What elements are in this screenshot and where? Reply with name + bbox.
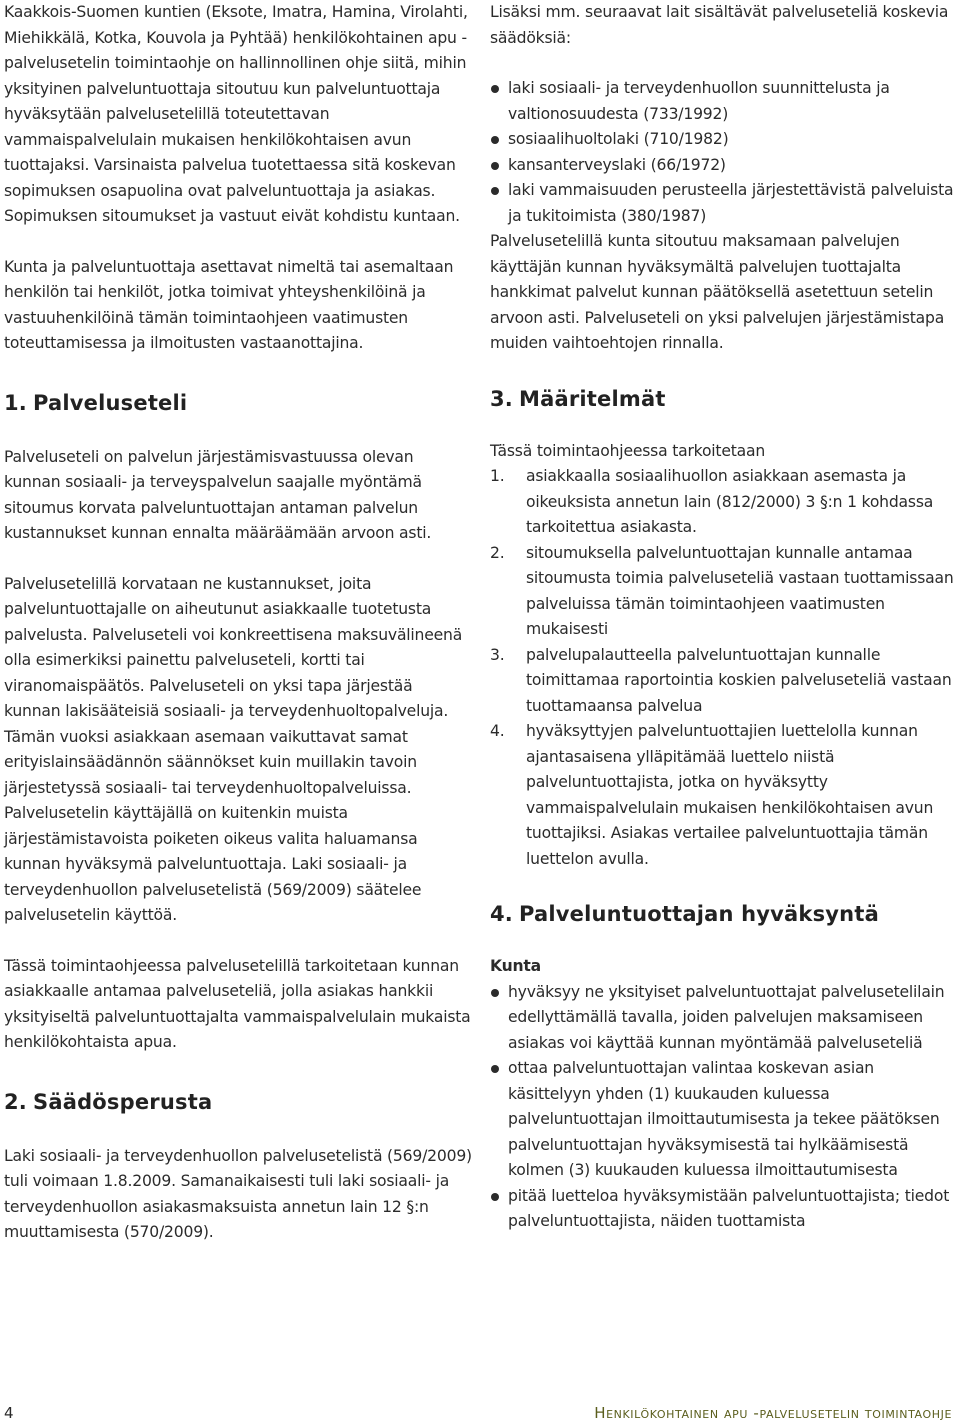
list-item: [490, 76, 958, 127]
left-column: [4, 0, 472, 1271]
section-1-paragraph-2: Palvelusetelillä korvataan ne kustannukset, joita palveluntuottajalle on aiheutunut asiakkaalle tuotetusta palvelusta. Palveluseteli voi konkreettisena maksuvälineenä olla esimerkiksi painettu palveluseteli, kortti tai viranomaispäätös. Palveluseteli on yksi tapa järjestää kunnan lakisääteisiä sosiaali- ja terveydenhuoltopalveluja. Tämän vuoksi asiakkaan asemaan vaikuttavat samat erityislainsäädännön säännökset kuin muillakin tavoin järjestetyssä sosiaali- tai terveydenhuoltopalveluissa. Palvelusetelin käyttäjällä on kuitenkin muista järjestämistavoista poiketen oikeus valita haluamansa kunnan hyväksymä palveluntuottaja. Laki sosiaali- ja terveydenhuollon palvelusetelistä (569/2009) säätelee palvelusetelin käyttöä.: [4, 574, 463, 924]
right-column: [490, 0, 958, 1235]
list-item: [490, 1056, 958, 1184]
section-4-number: 4.: [490, 902, 513, 926]
section-1-number: 1.: [4, 390, 27, 415]
section-2-number: 2.: [4, 1089, 27, 1114]
item-number: 4.: [490, 722, 505, 740]
laws-intro: Lisäksi mm. seuraavat lait sisältävät palveluseteliä koskevia säädöksiä:: [490, 3, 949, 47]
section-1-paragraph-1: Palveluseteli on palvelun järjestämisvastuussa olevan kunnan sosiaali- ja terveyspalvelun saajalle myöntämä sitoumus korvata palveluntuottajan antaman palvelun kustannukset kunnan ennalta määräämään arvoon asti.: [4, 447, 432, 542]
approval-text: ottaa palveluntuottajan valintaa koskevan asian käsittelyyn yhden (1) kuukauden kuluessa palveluntuottajan ilmoittautumisesta ja tekee päätöksen palveluntuottajan hyväksymisestä tai hylkäämisestä kolmen (3) kuukauden kuluessa ilmoittautumisesta: [508, 1059, 940, 1179]
section-3-intro: Tässä toimintaohjeessa tarkoitetaan: [490, 441, 766, 460]
item-text: palvelupalautteella palveluntuottajan kunnalle toimittamaa raportointia koskien palveluseteliä vastaan tuottamaansa palvelua: [526, 645, 952, 715]
approval-text: hyväksyy ne yksityiset palveluntuottajat palvelusetelilain edellyttämällä tavalla, joiden palvelujen maksamiseen asiakas voi käyttää kunnan myöntämää palveluseteliä: [508, 982, 945, 1052]
section-3-heading: [490, 387, 958, 411]
section-2-title: Säädösperusta: [33, 1089, 213, 1114]
bullet-icon: [491, 989, 499, 997]
list-item: [490, 153, 958, 179]
law-text: laki vammaisuuden perusteella järjestettävistä palveluista ja tukitoimista (380/1987): [508, 181, 954, 225]
bullet-icon: [491, 187, 499, 195]
intro-paragraph-1: Kaakkois-Suomen kuntien (Eksote, Imatra, Hamina, Virolahti, Miehikkälä, Kotka, Kouvola ja Pyhtää) henkilökohtainen apu -palvelusetelin toimintaohje on hallinnollinen ohje siitä, mihin yksityinen palveluntuottaja sitoutuu kun palveluntuottaja hyväksytään palvelusetelillä toteutettavan vammaispalvelulain mukaisen henkilökohtaisen avun tuottajaksi. Varsinaista palvelua tuotettaessa sitä koskevan sopimuksen osapuolina ovat palveluntuottaja ja asiakas. Sopimuksen sitoumukset ja vastuut eivät kohdistu kuntaan.: [4, 3, 468, 225]
section-4-heading: [490, 902, 958, 926]
bullet-icon: [491, 85, 499, 93]
law-text: sosiaalihuoltolaki (710/1982): [508, 130, 729, 148]
list-item: [490, 541, 958, 643]
bullet-icon: [491, 1065, 499, 1073]
approval-text: pitää luetteloa hyväksymistään palveluntuottajista; tiedot palveluntuottajista, näiden tuottamista: [508, 1186, 950, 1230]
list-item: [490, 464, 958, 541]
section-3-title: Määritelmät: [519, 386, 666, 411]
item-number: 1.: [490, 467, 505, 485]
bullet-icon: [491, 162, 499, 170]
bullet-icon: [491, 136, 499, 144]
footer-title: Henkilökohtainen apu -palvelusetelin toimintaohje: [594, 1404, 952, 1422]
intro-paragraph-2: Kunta ja palveluntuottaja asettavat nimeltä tai asemaltaan henkilön tai henkilöt, jotka toimivat yhteyshenkilöinä ja vastuuhenkilöinä tämän toimintaohjeen vaatimusten toteuttamisessa ja ilmoitusten vastaanottajina.: [4, 257, 454, 352]
section-1-title: Palveluseteli: [33, 390, 188, 415]
list-item: [490, 127, 958, 153]
laws-list: [490, 76, 958, 229]
list-item: [490, 980, 958, 1057]
bullet-icon: [491, 1193, 499, 1201]
section-1-heading: [4, 391, 472, 415]
law-text: laki sosiaali- ja terveydenhuollon suunnittelusta ja valtionosuudesta (733/1992): [508, 79, 890, 123]
list-item: [490, 178, 958, 229]
section-1-paragraph-3: Tässä toimintaohjeessa palvelusetelillä tarkoitetaan kunnan asiakkaalle antamaa palveluseteliä, jolla asiakas hankkii yksityiseltä palveluntuottajalta vammaispalvelulain mukaista henkilökohtaista apua.: [4, 956, 471, 1051]
section-4-title: Palveluntuottajan hyväksyntä: [519, 902, 879, 926]
approval-list: [490, 980, 958, 1235]
law-text: kansanterveyslaki (66/1972): [508, 155, 726, 174]
item-number: 2.: [490, 543, 505, 562]
page-number: 4: [4, 1404, 14, 1422]
list-item: [490, 643, 958, 720]
section-2-heading: [4, 1090, 472, 1114]
item-text: hyväksyttyjen palveluntuottajien luettelolla kunnan ajantasaisena ylläpitämää luettelo niistä palveluntuottajista, jotka on hyväksytty vammaispalvelulain mukaisen henkilökohtaisen avun tuottajiksi. Asiakas vertailee palveluntuottajia tämän luettelon avulla.: [526, 722, 934, 868]
item-number: 3.: [490, 645, 505, 664]
section-2-paragraph-1: Laki sosiaali- ja terveydenhuollon palvelusetelistä (569/2009) tuli voimaan 1.8.2009. Samanaikaisesti tuli laki sosiaali- ja terveydenhuollon asiakasmaksuista annetun lain 12 §:n muuttamisesta (570/2009).: [4, 1146, 472, 1241]
section-4-subhead: Kunta: [490, 957, 541, 975]
list-item: [490, 719, 958, 872]
laws-after-paragraph: Palvelusetelillä kunta sitoutuu maksamaan palvelujen käyttäjän kunnan hyväksymältä palvelujen tuottajalta hankkimat palvelut kunnan päätöksellä asetettuun setelin arvoon asti. Palveluseteli on yksi palvelujen järjestämistapa muiden vaihtoehtojen rinnalla.: [490, 232, 945, 352]
section-3-number: 3.: [490, 386, 513, 411]
item-text: sitoumuksella palveluntuottajan kunnalle antamaa sitoumusta toimia palveluseteliä vastaan tuottamissaan palveluissa tämän toimintaohjeen vaatimusten mukaisesti: [526, 543, 954, 638]
definitions-list: [490, 464, 958, 872]
item-text: asiakkaalla sosiaalihuollon asiakkaan asemasta ja oikeuksista annetun lain (812/2000) 3 §:n 1 kohdassa tarkoitettua asiakasta.: [526, 467, 934, 536]
list-item: [490, 1184, 958, 1235]
